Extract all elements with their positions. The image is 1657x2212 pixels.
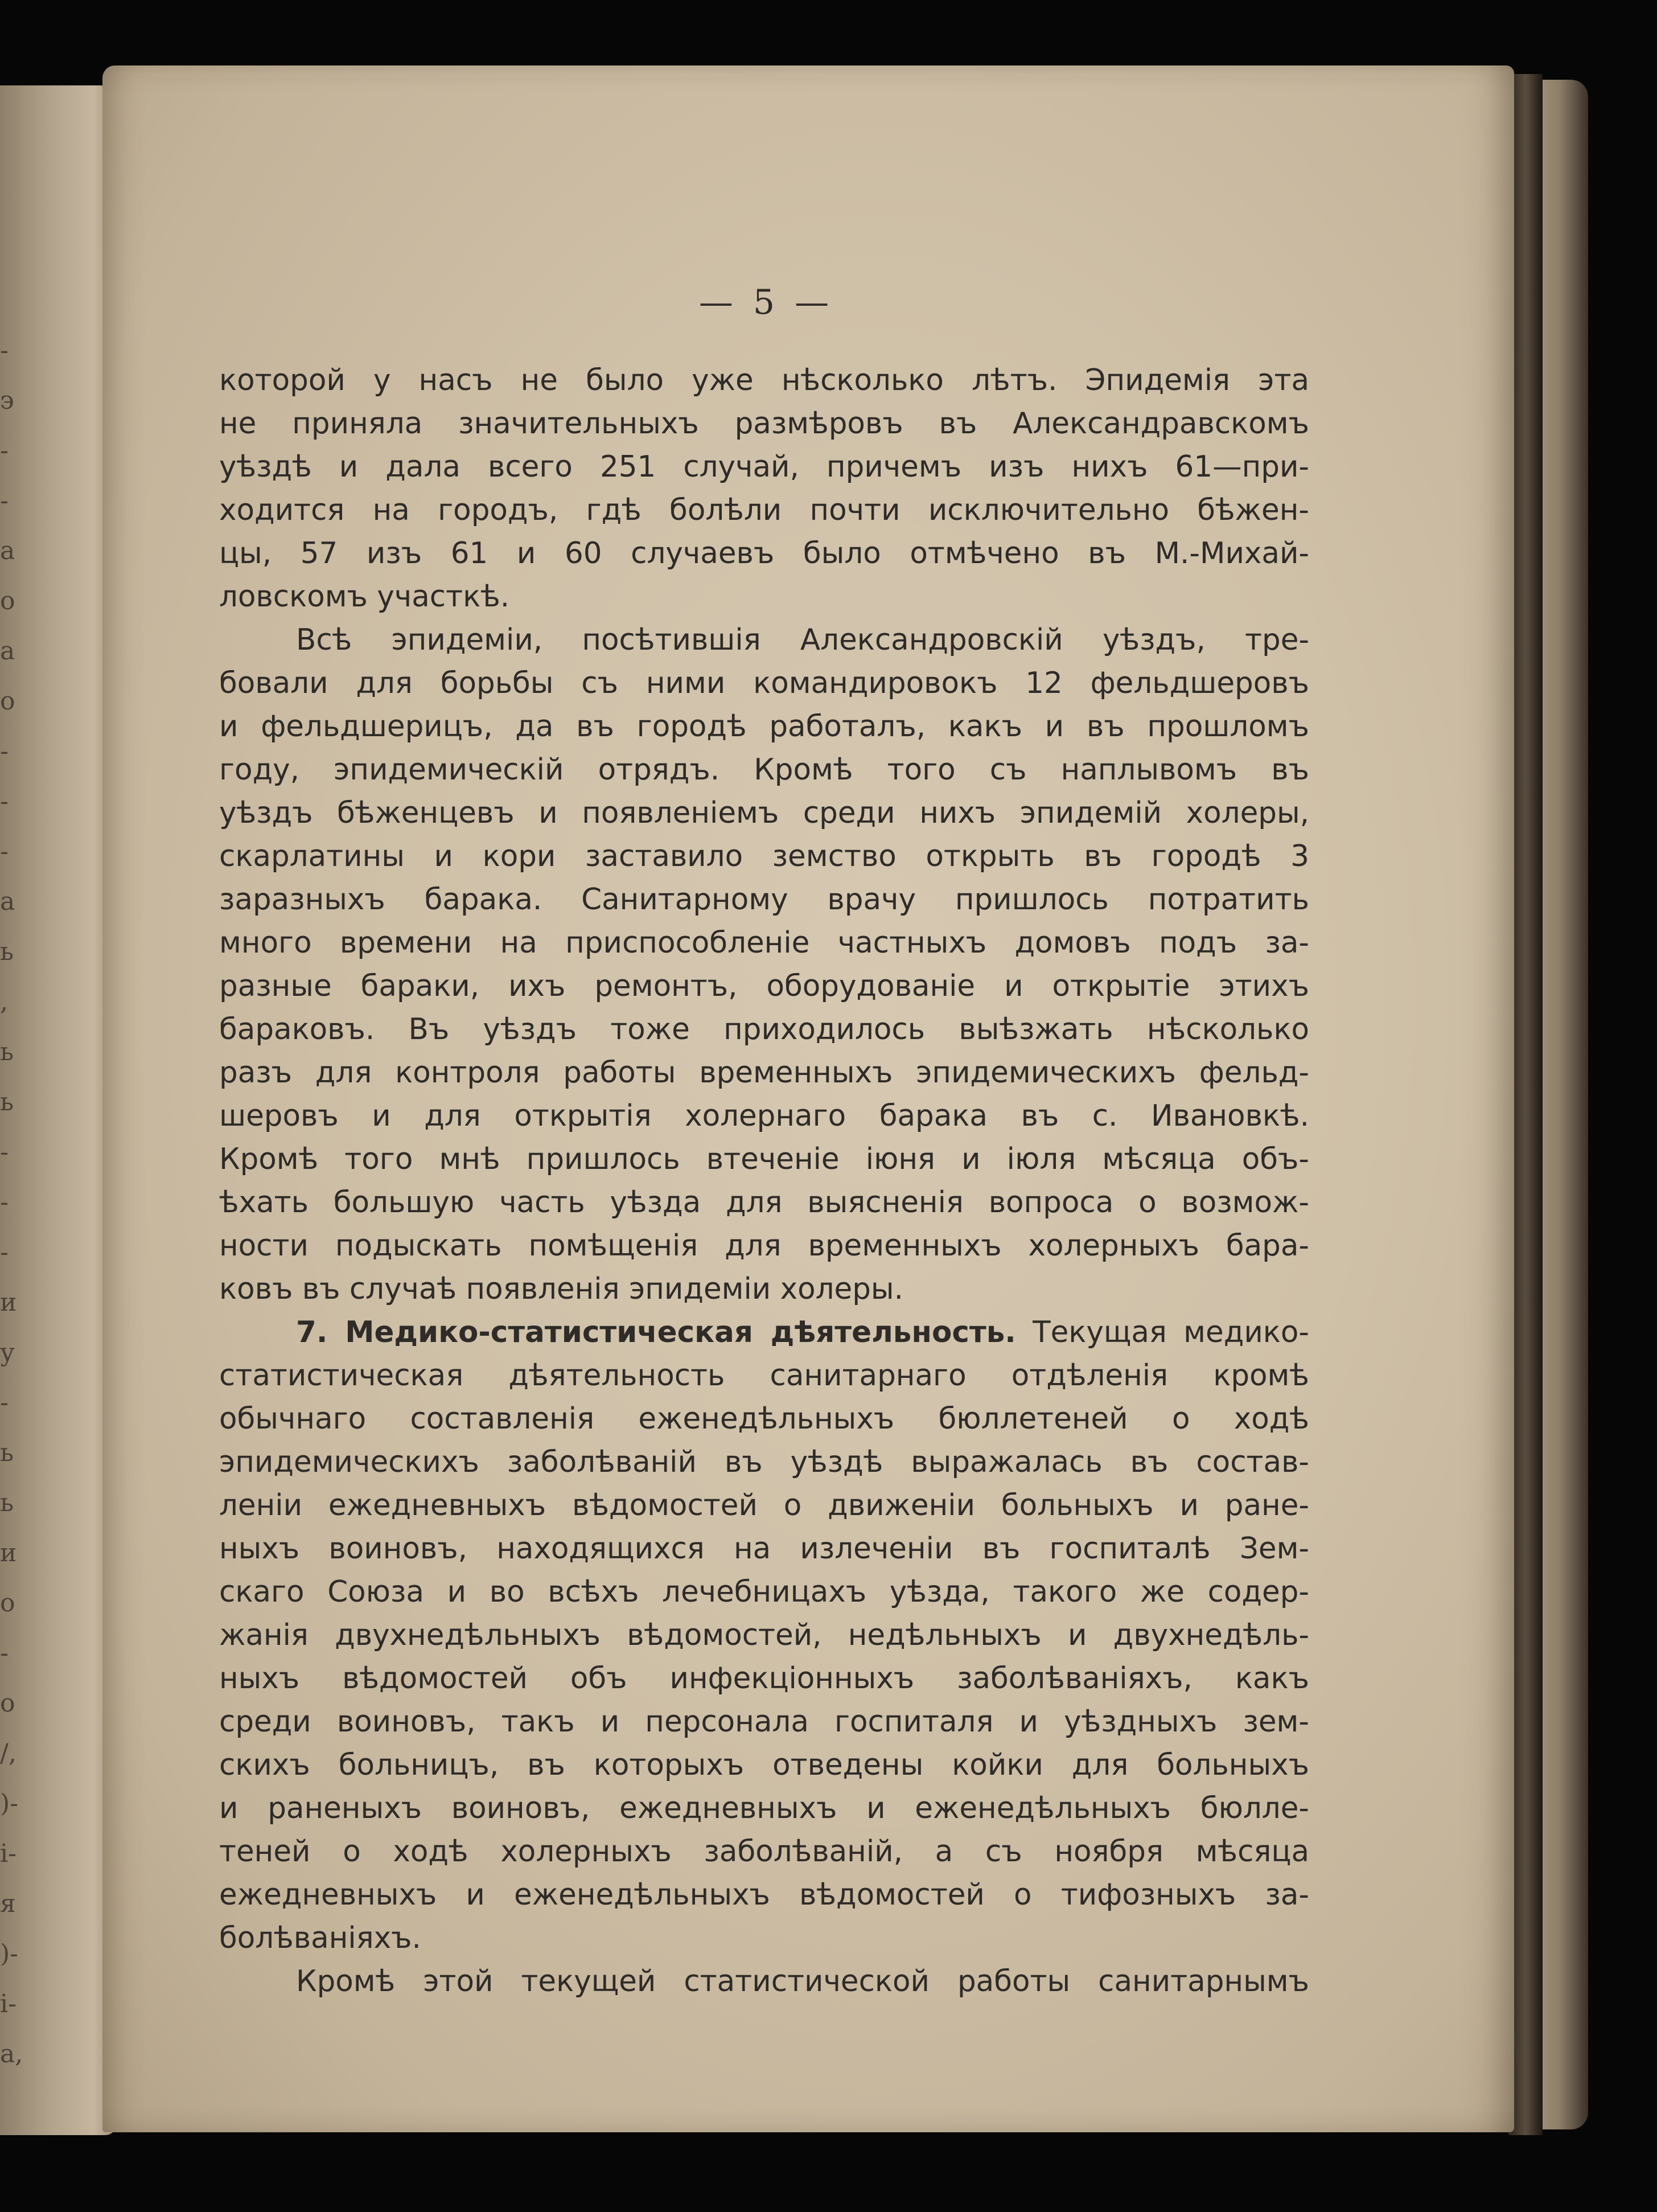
left-margin-fragment: а, bbox=[0, 2039, 23, 2069]
text-line: скаго Союза и во всѣхъ лечебницахъ уѣзда, такого же содер- bbox=[219, 1575, 1309, 1609]
left-margin-fragment: о bbox=[0, 687, 15, 716]
text-line: и фельдшерицъ, да въ городѣ работалъ, какъ и въ прошломъ bbox=[219, 709, 1309, 744]
text-line: шеровъ и для открытія холернаго барака въ с. Ивановкѣ. bbox=[219, 1099, 1309, 1133]
left-margin-fragment: и bbox=[0, 1288, 17, 1317]
left-margin-fragment: ь bbox=[0, 1488, 14, 1517]
text-line: среди воиновъ, такъ и персонала госпиталя и уѣздныхъ зем- bbox=[219, 1705, 1309, 1739]
left-margin-fragment: я bbox=[0, 1889, 16, 1918]
text-line: Всѣ эпидеміи, посѣтившія Александровскій уѣздъ, тре- bbox=[296, 623, 1309, 657]
text-line: разные бараки, ихъ ремонтъ, оборудованіе и открытіе этихъ bbox=[219, 969, 1309, 1003]
text-line: ныхъ воиновъ, находящихся на излеченіи въ госпиталѣ Зем- bbox=[219, 1532, 1309, 1566]
left-margin-fragment: о bbox=[0, 1689, 15, 1718]
left-margin-fragment: - bbox=[0, 787, 9, 816]
text-line: скарлатины и кори заставило земство открыть въ городѣ 3 bbox=[219, 839, 1309, 873]
left-margin-fragment: у bbox=[0, 1338, 15, 1367]
text-line: Кромѣ того мнѣ пришлось втеченіе іюня и іюля мѣсяца объ- bbox=[219, 1142, 1309, 1176]
left-margin-fragment: і- bbox=[0, 1839, 17, 1868]
section-heading: 7. Медико-статистическая дѣятельность. bbox=[296, 1315, 1016, 1349]
text-line: бовали для борьбы съ ними командировокъ 12 фельдшеровъ bbox=[219, 666, 1309, 700]
text-line: которой у насъ не было уже нѣсколько лѣтъ. Эпидемія эта bbox=[219, 363, 1309, 397]
left-margin-fragment: о bbox=[0, 1589, 15, 1618]
text-line bbox=[219, 1311, 1309, 1354]
left-margin-fragment: - bbox=[0, 336, 9, 365]
text-line: ходится на городъ, гдѣ болѣли почти исключительно бѣжен- bbox=[219, 493, 1309, 527]
text-line: теней о ходѣ холерныхъ заболѣваній, а съ ноября мѣсяца bbox=[219, 1835, 1309, 1869]
left-margin-fragment: ь bbox=[0, 1438, 14, 1467]
text-line: Кромѣ этой текущей статистической работы санитарнымъ bbox=[296, 1964, 1309, 1998]
text-line: и раненыхъ воиновъ, ежедневныхъ и еженедѣльныхъ бюлле- bbox=[219, 1791, 1309, 1825]
left-margin-fragment: - bbox=[0, 1138, 9, 1167]
page-number: — 5 — bbox=[698, 282, 834, 322]
left-margin-fragment: )- bbox=[0, 1939, 19, 1968]
text-line: скихъ больницъ, въ которыхъ отведены койки для больныхъ bbox=[219, 1748, 1309, 1782]
left-margin-fragment: - bbox=[0, 1639, 9, 1668]
left-margin-fragment: - bbox=[0, 436, 9, 465]
text-line: ловскомъ участкѣ. bbox=[219, 580, 510, 614]
text-line: году, эпидемическій отрядъ. Кромѣ того съ наплывомъ въ bbox=[219, 753, 1309, 787]
left-page-edge bbox=[0, 85, 117, 2135]
left-margin-fragment: - bbox=[0, 1388, 9, 1417]
left-margin-fragment: ь bbox=[0, 1037, 14, 1066]
text-line: эпидемическихъ заболѣванiй въ уѣздѣ выражалась въ состав- bbox=[219, 1445, 1309, 1479]
left-margin-fragment: , bbox=[0, 987, 8, 1016]
left-margin-fragment: - bbox=[0, 486, 9, 515]
text-line: уѣздъ бѣженцевъ и появленіемъ среди нихъ эпидемій холеры, bbox=[219, 796, 1309, 830]
left-margin-fragment: и bbox=[0, 1538, 17, 1567]
text-line: бараковъ. Въ уѣздъ тоже приходилось выѣзжать нѣсколько bbox=[219, 1012, 1309, 1047]
text-line: статистическая дѣятельность санитарнаго отдѣленія кромѣ bbox=[219, 1359, 1309, 1393]
left-margin-fragment: а bbox=[0, 536, 15, 565]
left-margin-fragment: а bbox=[0, 637, 15, 666]
left-margin-fragment: /, bbox=[0, 1739, 17, 1768]
left-margin-fragment: а bbox=[0, 887, 15, 916]
text-line: болѣваніяхъ. bbox=[219, 1921, 421, 1955]
section-heading-continuation: Текущая медико- bbox=[1015, 1315, 1309, 1349]
left-margin-fragment: і- bbox=[0, 1989, 17, 2018]
text-line: цы, 57 изъ 61 и 60 случаевъ было отмѣчено въ М.-Михай- bbox=[219, 536, 1309, 571]
left-page-text-fragments bbox=[0, 85, 23, 2135]
left-margin-fragment: - bbox=[0, 1188, 9, 1217]
text-line: ѣхать большую часть уѣзда для выясненія вопроса о возмож- bbox=[219, 1185, 1309, 1220]
left-margin-fragment: )- bbox=[0, 1789, 19, 1818]
text-line: ежедневныхъ и еженедѣльныхъ вѣдомостей о тифозныхъ за- bbox=[219, 1878, 1309, 1912]
left-margin-fragment: - bbox=[0, 737, 9, 766]
text-line: много времени на приспособленіе частныхъ домовъ подъ за- bbox=[219, 926, 1309, 960]
left-margin-fragment: э bbox=[0, 386, 14, 415]
left-margin-fragment: - bbox=[0, 1238, 9, 1267]
text-line: леніи ежедневныхъ вѣдомостей о движеніи больныхъ и ране- bbox=[219, 1488, 1309, 1522]
text-line: жанія двухнедѣльныхъ вѣдомостей, недѣльныхъ и двухнедѣль- bbox=[219, 1618, 1309, 1652]
left-margin-fragment: - bbox=[0, 837, 9, 866]
text-line: ныхъ вѣдомостей объ инфекціонныхъ заболѣваніяхъ, какъ bbox=[219, 1661, 1309, 1696]
text-line: разъ для контроля работы временныхъ эпидемическихъ фельд- bbox=[219, 1056, 1309, 1090]
text-line: не приняла значительныхъ размѣровъ въ Александравскомъ bbox=[219, 407, 1309, 441]
left-margin-fragment: ь bbox=[0, 1087, 14, 1117]
text-line: обычнаго составленія еженедѣльныхъ бюллетеней о ходѣ bbox=[219, 1402, 1309, 1436]
text-line: уѣздѣ и дала всего 251 случай, причемъ изъ нихъ 61—при- bbox=[219, 450, 1309, 484]
text-line: ковъ въ случаѣ появленія эпидеміи холеры. bbox=[219, 1272, 903, 1306]
text-line: заразныхъ барака. Санитарному врачу пришлось потратить bbox=[219, 883, 1309, 917]
left-margin-fragment: о bbox=[0, 586, 15, 615]
left-margin-fragment: ь bbox=[0, 937, 14, 966]
text-line: ности подыскать помѣщенія для временныхъ холерныхъ бара- bbox=[219, 1229, 1309, 1263]
